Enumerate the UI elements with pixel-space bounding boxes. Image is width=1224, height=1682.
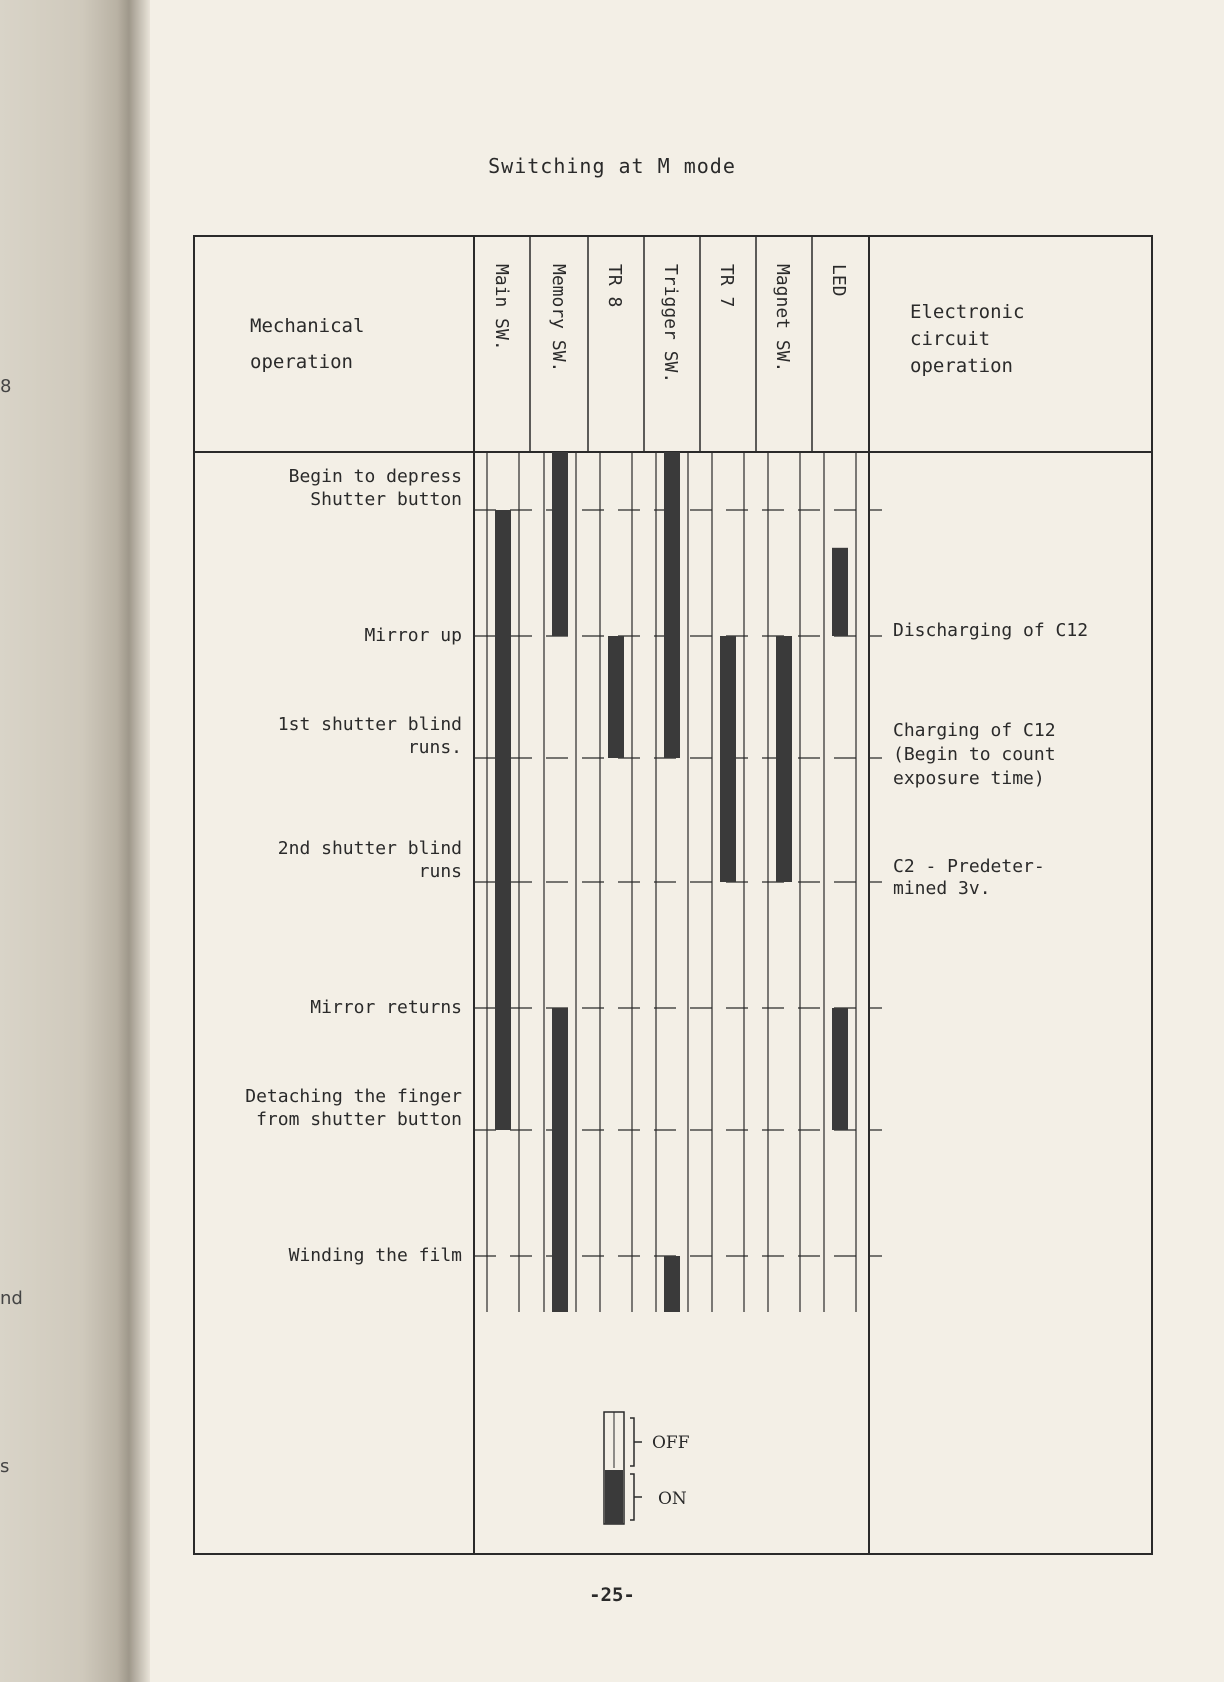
circuit-note: Charging of C12 — [893, 720, 1056, 741]
margin-fragment: s — [0, 1456, 10, 1477]
step-label: Begin to depress — [288, 466, 462, 487]
step-label: 1st shutter blind — [277, 714, 462, 735]
legend — [604, 1412, 690, 1524]
legend-on-label: ON — [658, 1489, 687, 1509]
step-labels — [245, 466, 462, 1266]
circuit-note: (Begin to count — [893, 744, 1056, 765]
column-header: LED — [828, 264, 849, 297]
column-header: TR 7 — [716, 264, 737, 308]
circuit-note: exposure time) — [893, 768, 1045, 789]
circuit-note: mined 3v. — [893, 878, 991, 899]
step-label: 2nd shutter blind — [277, 838, 462, 859]
on-bar — [664, 1256, 680, 1312]
legend-off-bracket — [630, 1418, 634, 1466]
step-label: Detaching the finger — [245, 1086, 462, 1107]
header-right-line: circuit — [910, 328, 991, 350]
circuit-notes — [893, 620, 1088, 899]
circuit-note: C2 - Predeter- — [893, 856, 1045, 877]
margin-fragment: nd — [0, 1288, 23, 1309]
column-header: Magnet SW. — [772, 264, 793, 373]
header-left-line: operation — [250, 351, 353, 373]
on-bar — [608, 636, 624, 758]
table-frame — [194, 236, 1152, 1554]
on-bar — [832, 548, 848, 636]
header-left-line: Mechanical — [250, 315, 365, 337]
step-label: Mirror up — [364, 625, 462, 646]
on-bar — [552, 1008, 568, 1312]
column-header: Memory SW. — [548, 264, 569, 373]
on-bar — [495, 510, 511, 1130]
circuit-note: Discharging of C12 — [893, 620, 1089, 641]
on-bar — [552, 452, 568, 636]
on-bar — [776, 636, 792, 882]
step-label: from shutter button — [256, 1109, 462, 1130]
on-bar — [832, 1008, 848, 1130]
step-label: Mirror returns — [310, 997, 462, 1018]
header-right-line: Electronic — [910, 301, 1025, 323]
on-bar — [664, 452, 680, 758]
diagram-title: Switching at M mode — [488, 154, 736, 178]
page-number: -25- — [589, 1584, 635, 1606]
margin-fragment: 8 — [0, 376, 12, 397]
header-right-line: operation — [910, 355, 1013, 377]
column-headers — [491, 264, 849, 383]
legend-off-label: OFF — [652, 1433, 690, 1453]
legend-on-bracket — [630, 1474, 634, 1520]
step-label: Winding the film — [288, 1245, 462, 1266]
column-header: TR 8 — [604, 264, 625, 308]
column-header: Main SW. — [491, 264, 512, 351]
step-label: runs — [418, 861, 462, 882]
column-header: Trigger SW. — [660, 264, 681, 384]
on-bar — [720, 636, 736, 882]
legend-on-swatch — [605, 1470, 623, 1524]
step-label: runs. — [407, 737, 462, 758]
header-electronic — [910, 301, 1024, 377]
step-label: Shutter button — [310, 489, 462, 510]
column-lines — [487, 236, 856, 1312]
header-mechanical — [250, 315, 364, 373]
